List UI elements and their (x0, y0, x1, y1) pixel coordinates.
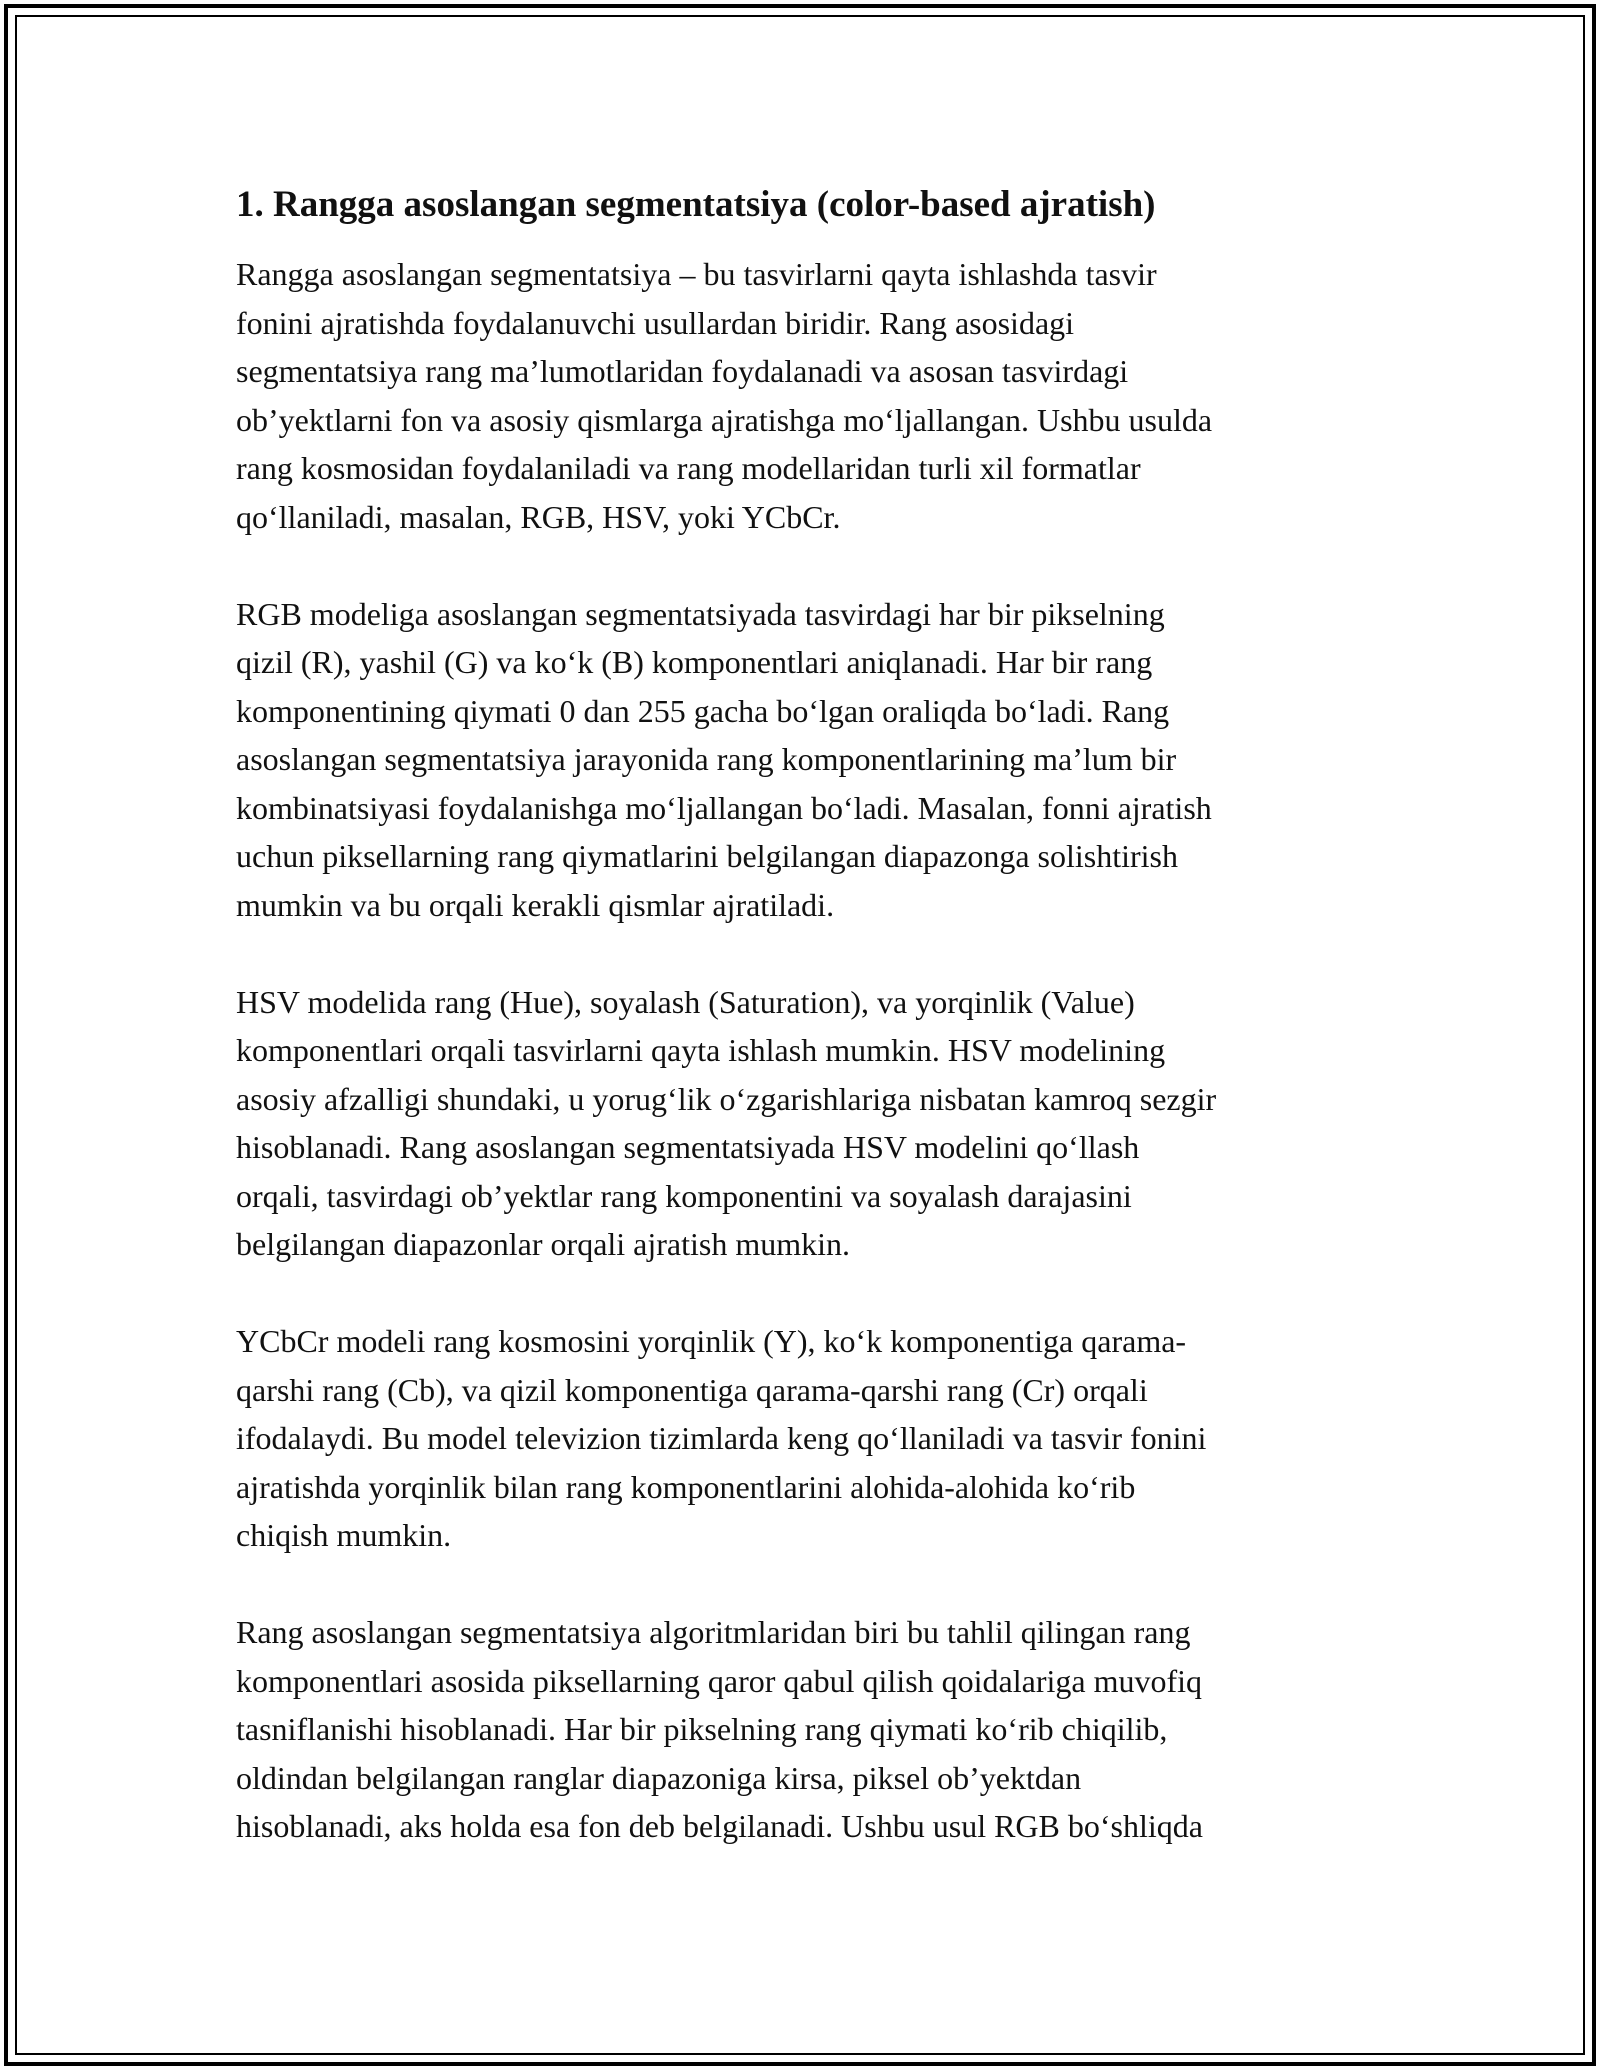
text-line: Rang asoslangan segmentatsiya algoritmlaridan biri bu tahlil qilingan rang (236, 1614, 1191, 1650)
text-line: hisoblanadi. Rang asoslangan segmentatsiyada HSV modelini qo‘llash (236, 1129, 1140, 1165)
text-line: belgilangan diapazonlar orqali ajratish mumkin. (236, 1226, 851, 1262)
paragraph-ycbcr (236, 1317, 1376, 1560)
text-line: hisoblanadi, aks holda esa fon deb belgilanadi. Ushbu usul RGB bo‘shliqda (236, 1808, 1203, 1844)
text-line: oldindan belgilangan ranglar diapazoniga kirsa, piksel ob’yektdan (236, 1759, 1082, 1796)
text-line: orqali, tasvirdagi ob’yektlar rang komponentini va soyalash darajasini (236, 1177, 1132, 1214)
text-line: tasniflanishi hisoblanadi. Har bir pikselning rang qiymati ko‘rib chiqilib, (236, 1711, 1168, 1747)
text-line: komponentlari orqali tasvirlarni qayta ishlash mumkin. HSV modelining (236, 1032, 1166, 1068)
text-line: ajratishda yorqinlik bilan rang komponentlarini alohida-alohida ko‘rib (236, 1468, 1136, 1505)
text-line: chiqish mumkin. (236, 1517, 452, 1553)
text-line: Rangga asoslangan segmentatsiya – bu tasvirlarni qayta ishlashda tasvir (236, 256, 1157, 292)
paragraph-intro (236, 250, 1376, 541)
text-line: HSV modelida rang (Hue), soyalash (Saturation), va yorqinlik (Value) (236, 983, 1135, 1020)
text-line: qarshi rang (Cb), va qizil komponentiga qarama-qarshi rang (Cr) orqali (236, 1371, 1148, 1408)
text-line: asoslangan segmentatsiya jarayonida rang komponentlarining ma’lum bir (236, 741, 1177, 777)
paragraph-hsv (236, 978, 1376, 1269)
text-line: komponentlari asosida piksellarning qaror qabul qilish qoidalariga muvofiq (236, 1662, 1203, 1699)
text-line: qo‘llaniladi, masalan, RGB, HSV, yoki YCbCr. (236, 498, 841, 535)
paragraph-algorithm (236, 1608, 1376, 1851)
section-heading: 1. Rangga asoslangan segmentatsiya (color-based ajratish) (236, 184, 1156, 225)
document-body (236, 183, 1376, 1899)
text-line: uchun piksellarning rang qiymatlarini belgilangan diapazonga solishtirish (236, 838, 1178, 874)
text-line: RGB modeliga asoslangan segmentatsiyada tasvirdagi har bir pikselning (236, 595, 1165, 632)
text-line: ob’yektlarni fon va asosiy qismlarga ajratishga mo‘ljallangan. Ushbu usulda (236, 401, 1213, 438)
text-line: kombinatsiyasi foydalanishga mo‘ljallangan bo‘ladi. Masalan, fonni ajratish (236, 789, 1212, 826)
text-line: rang kosmosidan foydalaniladi va rang modellaridan turli xil formatlar (236, 450, 1141, 486)
text-line: qizil (R), yashil (G) va ko‘k (B) komponentlari aniqlanadi. Har bir rang (236, 644, 1153, 680)
paragraph-rgb (236, 590, 1376, 930)
text-line: ifodalaydi. Bu model televizion tizimlarda keng qo‘llaniladi va tasvir fonini (236, 1420, 1207, 1456)
text-line: mumkin va bu orqali kerakli qismlar ajratiladi. (236, 886, 835, 923)
text-line: fonini ajratishda foydalanuvchi usullardan biridir. Rang asosidagi (236, 304, 1075, 341)
text-line: komponentining qiymati 0 dan 255 gacha bo‘lgan oraliqda bo‘ladi. Rang (236, 692, 1170, 729)
text-line: segmentatsiya rang ma’lumotlaridan foydalanadi va asosan tasvirdagi (236, 353, 1129, 389)
text-line: asosiy afzalligi shundaki, u yorug‘lik o‘zgarishlariga nisbatan kamroq sezgir (236, 1080, 1217, 1117)
text-line: YCbCr modeli rang kosmosini yorqinlik (Y), ko‘k komponentiga qarama- (236, 1323, 1187, 1359)
